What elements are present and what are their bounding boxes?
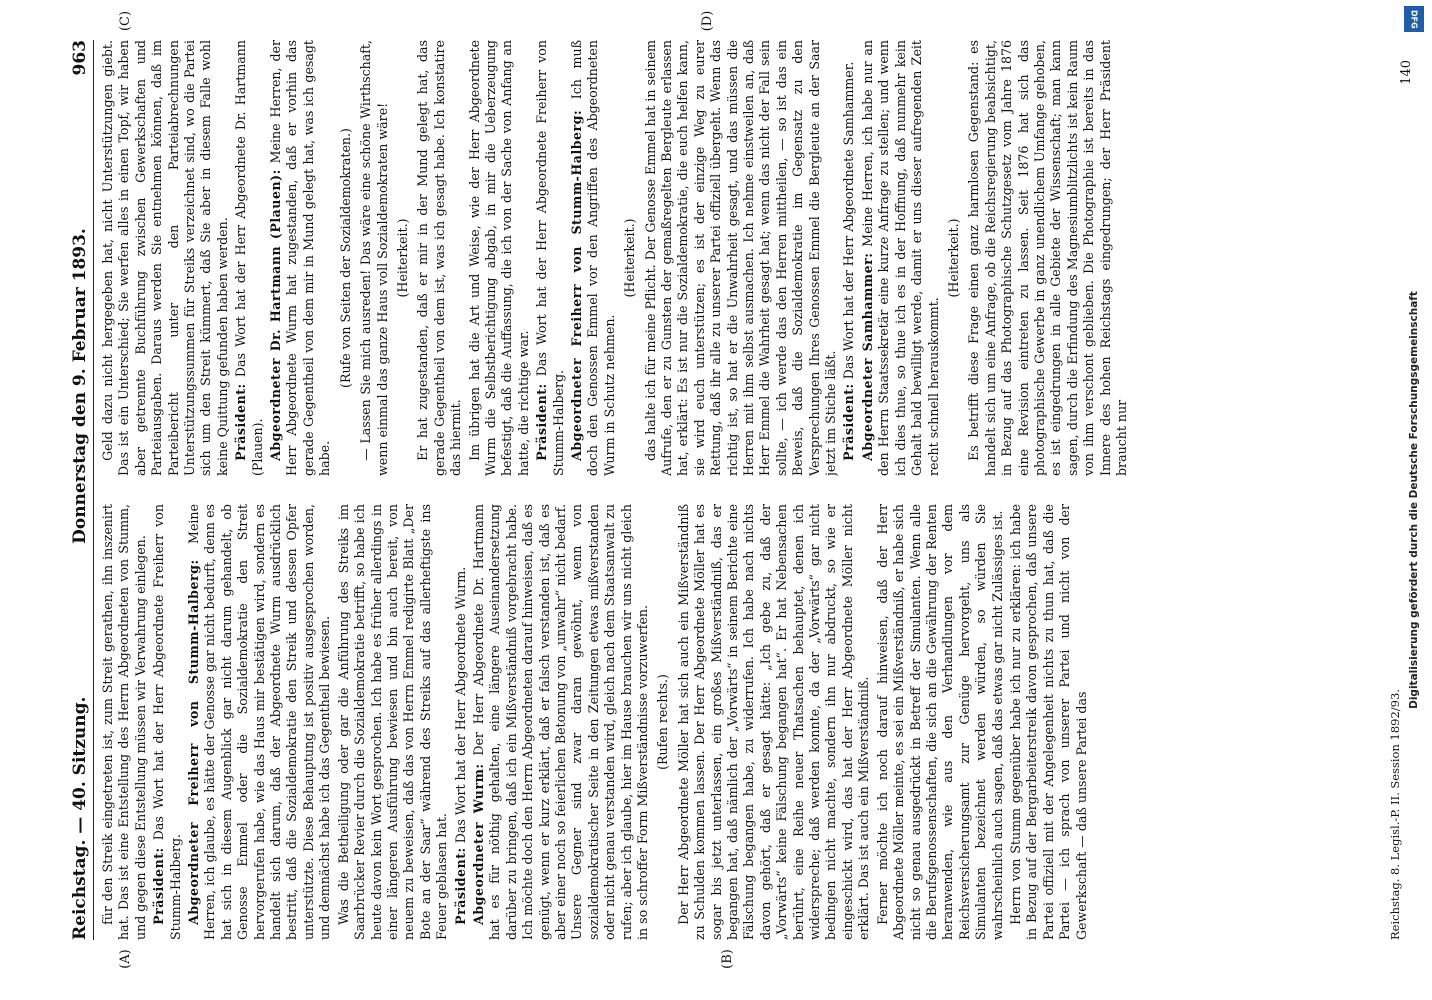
text-paragraph: Der Herr Abgeordnete Möller hat sich auch ein Mißverständniß zu Schulden kommen lassen. Der Herr Abgeordnete Möller hat es sogar bis jetzt unterlassen, ein großes Mißverständniß, das er begangen hat, daß nämlich der „Vorwärts“ in seinem Berichte eine Fälschung begangen habe, zu widerrufen. Ich habe nach nichts davon gehört, daß er gesagt hätte: „Ich gebe zu, daß der „Vorwärts“ keine Fälschung begangen hat“. Er hat Nebensachen berührt, eine Reihe neuer Thatsachen behauptet, denen ich widerspreche; daß werden konnte, da der „Vorwärts“ gar nicht bedingen nicht machte, sondern ihn nur abdruckt, so wie er eingeschickt wird, das hat der Herr Abgeordnete Möller nicht erklärt. Das ist auch ein Mißverständniß. [675, 504, 872, 940]
speaker-name: Abgeordneter Samhammer: [859, 252, 875, 461]
speech-paragraph [841, 40, 857, 476]
speech-paragraph [860, 40, 942, 476]
speech-paragraph [233, 40, 266, 476]
speech-paragraph [471, 504, 651, 940]
sheet-number: 140 [1399, 60, 1414, 85]
speaker-name: Präsident: [151, 847, 167, 925]
speech-text: Das Wort hat der Herr Abgeordnete Samhammer. [841, 61, 857, 380]
speech-text: Das Wort hat der Herr Abgeordnete Wurm. [452, 566, 468, 844]
stage-direction: (Rufe von Seiten der Sozialdemokraten.) [337, 128, 353, 388]
speech-text: Meine Herren, ich glaube, es hätte der Genosse gar nicht bedurft, denn es hat sich in diesem Augenblick gar nicht darum gehandelt, ob Genosse Emmel oder die Sozialdemokratie den Streit hervorgerufen habe, wie das Haus mir bestätigen wird, sondern es handelt sich darum, daß der Abgeordnete Wurm ausdrücklich bestritt, daß die Sozialdemokratie den Streik und dessen Opfer unterstützte. Diese Behauptung ist positiv ausgesprochen worden, und demnächst habe ich das Gegentheil bewiesen. [186, 504, 333, 940]
text-paragraph: Er hat zugestanden, daß er mir in der Mund gelegt hat, das gerade Gegentheil von dem ist, was ich gesagt habe. Ich konstatire das hiermit. [415, 40, 464, 476]
header-center: Donnerstag den 9. Februar 1893. [70, 228, 90, 544]
margin-marker-c: (C) [118, 10, 133, 32]
margin-marker-a: (A) [118, 949, 133, 969]
speech-text: Meine Herren, ich habe nur an den Herrn Staatssekretär eine kurze Anfrage zu stellen; und wenn ich dies thue, so thue ich es in der Hoffnung, daß nunmehr kein Gehalt bald bewilligt werde, damit er uns dieser aufregenden Zeit recht schnell herauskommt. [859, 40, 941, 476]
speaker-name: Präsident: [534, 383, 550, 461]
text-paragraph: Geld dazu nicht hergegeben hat, nicht Unterstützungen giebt. Das ist ein Unterschied; Sie werfen alles in einen Topf, wir haben aber getrennte Buchführung zwischen Gewerkschaften und Parteiausgaben. Daraus werden Sie entnehmen können, daß im Parteibericht unter den Parteiabrechnungen Unterstützungssummen für Streiks verzeichnet sind, wo die Partei sich um den Streit kümmert, daß Sie aber in diesem Falle wohl keine Quittung gefunden haben werden. [100, 40, 230, 476]
stage-direction: (Rufen rechts.) [655, 674, 671, 770]
header-page-number: 963 [70, 40, 90, 76]
speech-text: Der Herr Abgeordnete Dr. Hartmann hat es für nöthig gehalten, eine längere Auseinandersetzung darüber zu bringen, daß ich ein Mißverständniß vorgebracht habe. Ich möchte doch den Herrn Abgeordneten darauf hinweisen, daß es genügt, wenn er kurz erklärt, daß er falsch verstanden ist, daß es aber einer noch so feierlichen Betonung von „unwahr“ nicht bedarf. Unsere Gegner sind zwar daran gewöhnt, wenn von sozialdemokratischer Seite in den Zeitungen etwas mißverstanden oder nicht genau verstanden wird, gleich nach dem Staatsanwalt zu rufen; aber ich glaube, hier im Hause brauchen wir uns nicht gleich in so schroffer Form Mißverständnisse vorzuwerfen. [470, 504, 650, 940]
stage-direction: (Heiterkeit.) [622, 218, 638, 298]
text-paragraph: Herrn von Stumm gegenüber habe ich nur zu erklären: ich habe in Bezug auf der Bergarbeiterstreik davon gesprochen, daß unsere Partei offiziell mit der Angelegenheit nichts zu thun hat, daß die Partei — ich sprach von unserer Partei und nicht von der Gewerkschaft — daß unsere Partei das [1007, 504, 1089, 940]
stage-direction: (Heiterkeit.) [394, 218, 410, 298]
margin-marker-d: (D) [700, 10, 715, 32]
side-credit-text: Digitalisierung gefördert durch die Deutsche Forschungsgemeinschaft [1408, 291, 1421, 709]
text-paragraph: Es betrifft diese Frage einen ganz harmlosen Gegenstand: es handelt sich um eine Anfrage, ob die Reichsregierung beabsichtigt, in Bezug auf das Photographische Schutzgesetz vom Jahre 1876 eine Revision eintreten zu lassen. Seit 1876 hat sich das photographische Gewerbe in ganz unendlichem Umfange gehoben, es ist eingedrungen in alle Gebiete der Wissenschaft; man kann sagen, durch die Erfindung des Magnesiumblitzlichts ist kein Raum von ihm verschont geblieben. Die Photographie ist bereits in das Innere des hohen Reichstags eingedrungen; der Herr Präsident braucht nur [966, 40, 1129, 476]
speech-text: Das Wort hat der Herr Abgeordnete Dr. Hartmann (Plauen). [233, 40, 265, 476]
speech-paragraph [534, 40, 567, 476]
text-columns [100, 40, 1372, 940]
speaker-name: Präsident: [841, 383, 857, 461]
margin-marker-b: (B) [720, 949, 735, 969]
header-left: Reichstag. — 40. Sitzung. [70, 696, 90, 940]
text-paragraph: Im übrigen hat die Art und Weise, wie der Herr Abgeordnete Wurm die Selbstberichtigung abgab, in mir die Ueberzeugung befestigt, daß die Auffassung, die ich von der Sache von Anfang an hatte, die richtige war. [466, 40, 531, 476]
stage-direction: (Heiterkeit.) [945, 218, 961, 298]
speech-paragraph [186, 504, 334, 940]
speech-text: Das Wort hat der Herr Abgeordnete Freiherr von Stumm-Halberg. [534, 40, 566, 476]
speaker-name: Präsident: [452, 847, 468, 925]
page-footer: Reichstag. 8. Legisl.-P. II. Session 1892/93. [1388, 689, 1402, 940]
speaker-name: Abgeordneter Freiherr von Stumm-Halberg: [568, 109, 584, 461]
dfg-logo-icon: DFG [1404, 6, 1424, 32]
text-paragraph: das halte ich für meine Pflicht. Der Genosse Emmel hat in seinem Aufrufe, den er zu Gunsten der gemaßregelten Bergleute erlassen hat, erklärt: Es ist nur die Sozialdemokratie, die euch helfen kann, sie wird euch unterstützen; es ist der einzige Weg zu eurer Rettung, daß ihr alle zu unserer Partei offiziell übergeht. Wenn das richtig ist, so hat er die Unwahrheit gesagt, und das müssen die Herren mit ihm selbst ausmachen. Ich nehme einstweilen an, daß Herr Emmel die Wahrheit gesagt hat; wenn das nicht der Fall sein sollte, — ich werde das den Herren mittheilen, — so ist das ein Beweis, daß die Sozialdemokratie im Gegensatz zu den Versprechungen Ihres Genossen Emmel die Bergleute an der Saar jetzt im Stiche läßt. [642, 40, 839, 476]
speech-text: Meine Herren, der Herr Abgeordnete Wurm hat zugestanden, daß er vorhin das gerade Gegentheil von dem mir in Mund gelegt hat, was ich gesagt habe. [268, 40, 333, 476]
speaker-name: Abgeordneter Freiherr von Stumm-Halberg: [186, 559, 202, 925]
right-column [100, 40, 1372, 476]
speaker-name: Präsident: [233, 383, 249, 461]
page-header [60, 40, 94, 940]
text-paragraph: für den Streik eingetreten ist, zum Streit gerathen, ihn inszenirt hat. Das ist eine Entstellung des Herrn Abgeordneten von Stumm, und gegen diese Entstellung müssen wir Verwahrung einlegen. [100, 504, 148, 940]
speech-text: Das Wort hat der Herr Abgeordnete Freiherr von Stumm-Halberg. [151, 504, 183, 940]
text-paragraph: — Lassen Sie mich ausreden! Das wäre eine schöne Wirthschaft, wenn einmal das ganze Haus voll Sozialdemokraten wäre! [358, 40, 390, 476]
text-paragraph: Was die Betheiligung oder gar die Anführung des Streiks im Saarbrücker Revier durch die Sozialdemokratie betrifft, so habe ich heute davon kein Wort gesprochen. Ich habe es früher allerdings in einer längeren Ausführung bewiesen und bin auch bereit, von neuem zu beweisen, daß das von Herrn Emmel redigirte Blatt „Der Bote an der Saar“ während des Streiks auf das allerheftigste ins Feuer geblasen hat. [335, 504, 450, 940]
speaker-name: Abgeordneter Dr. Hartmann (Plauen): [268, 169, 284, 461]
speech-paragraph [569, 40, 618, 476]
speech-text: Ich muß doch den Genossen Emmel vor den Angriffen des Abgeordneten Wurm in Schutz nehmen. [568, 40, 617, 476]
speech-paragraph [268, 40, 334, 476]
side-credit [1400, 0, 1428, 1000]
speech-paragraph [151, 504, 184, 940]
text-paragraph: Ferner möchte ich noch darauf hinweisen, daß der Herr Abgeordnete Möller meinte, es sei ein Mißverständniß, er habe sich nicht so genau ausgedrückt in Betreff der Simulanten. Wenn alle die Berufsgenossenschaften, die sich an die Gewährung der Renten heranwenden, wie aus den Verhandlungen vor dem Reichsversicherungsamt zur Genüge hervorgeht, uns als Simulanten bezeichnet werden würden, so würden Sie wahrscheinlich auch sagen, daß das etwas gar nicht Zulässiges ist. [874, 504, 1005, 940]
left-column [100, 504, 1372, 940]
speech-paragraph [453, 504, 469, 940]
speaker-name: Abgeordneter Wurm: [470, 763, 486, 925]
